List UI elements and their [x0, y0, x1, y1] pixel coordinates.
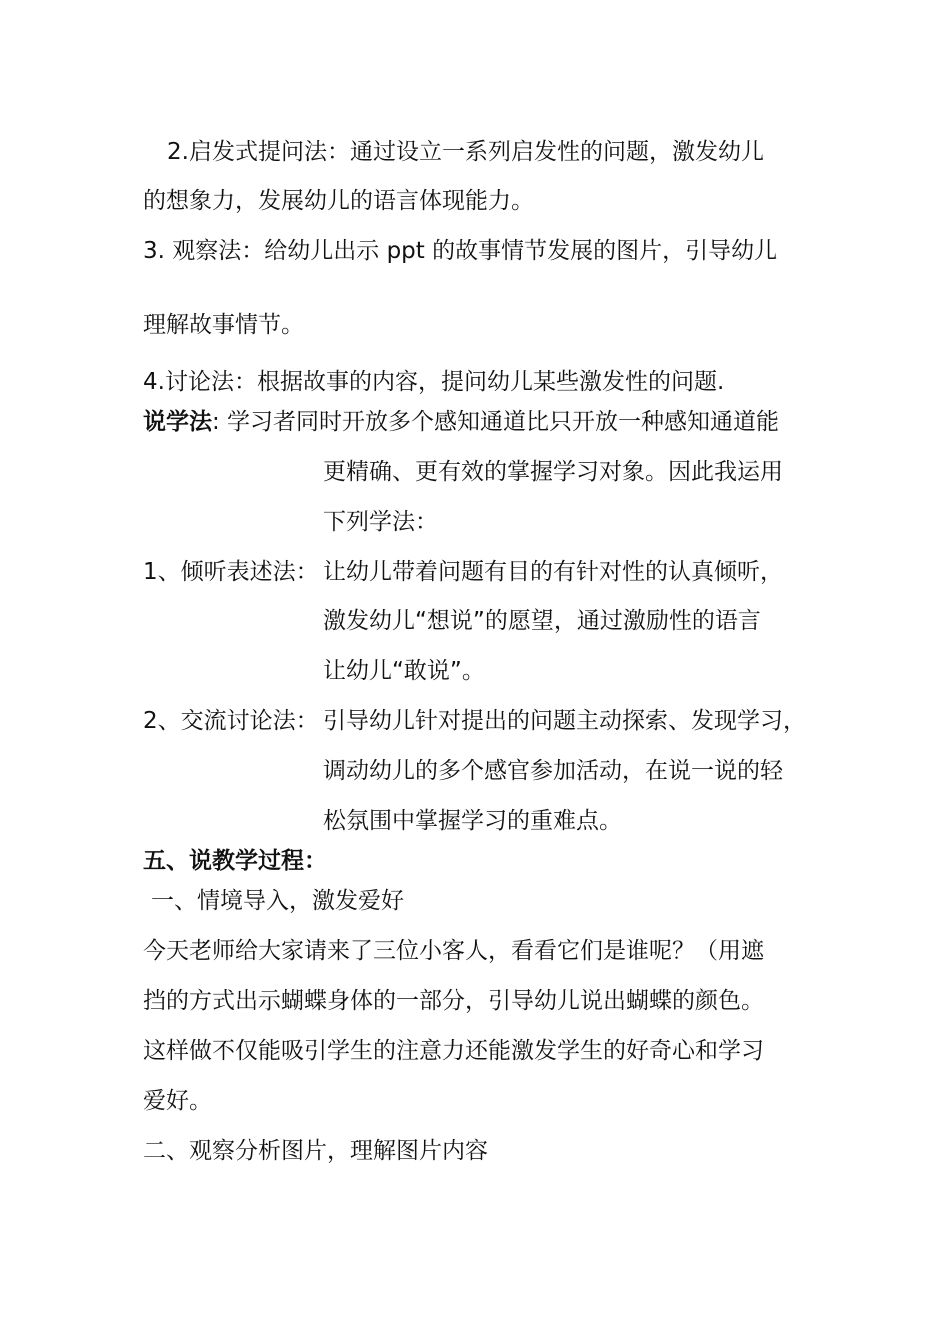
method-4: 4.讨论法：根据故事的内容，提问幼儿某些激发性的问题. [143, 369, 725, 395]
item-2-line-1: 引导幼儿针对提出的问题主动探索、发现学习， [323, 708, 806, 734]
learning-methods-line-3: 下列学法： [323, 509, 438, 535]
item-1-line-1: 让幼儿带着问题有目的有针对性的认真倾听， [323, 559, 783, 585]
method-3-line-2: 理解故事情节。 [143, 312, 304, 338]
item-2-line-2: 调动幼儿的多个感官参加活动，在说一说的轻 [323, 758, 783, 784]
method-2-line-1: 2.启发式提问法：通过设立一系列启发性的问题，激发幼儿 [167, 139, 764, 165]
step-1-paragraph-line-3: 这样做不仅能吸引学生的注意力还能激发学生的好奇心和学习 [143, 1038, 764, 1064]
step-1-paragraph-line-2: 挡的方式出示蝴蝶身体的一部分，引导幼儿说出蝴蝶的颜色。 [143, 988, 764, 1014]
step-1-heading: 一、情境导入，激发爱好 [151, 888, 404, 914]
item-1-label: 1、倾听表述法： [143, 559, 319, 585]
method-3-line-1: 3. 观察法：给幼儿出示 ppt 的故事情节发展的图片，引导幼儿 [143, 238, 778, 264]
step-1-paragraph-line-1: 今天老师给大家请来了三位小客人，看看它们是谁呢？（用遮 [143, 938, 764, 964]
item-2-label: 2、交流讨论法： [143, 708, 319, 734]
learning-methods-heading: 说学法 [143, 409, 212, 435]
section-5-heading: 五、说教学过程： [143, 848, 327, 874]
item-1-line-3: 让幼儿“敢说”。 [323, 658, 485, 684]
item-2-line-3: 松氛围中掌握学习的重难点。 [323, 808, 622, 834]
step-1-paragraph-line-4: 爱好。 [143, 1088, 212, 1114]
step-2-heading: 二、观察分析图片，理解图片内容 [143, 1138, 488, 1164]
learning-methods-line-1 [143, 407, 779, 437]
learning-methods-text: : 学习者同时开放多个感知通道比只开放一种感知通道能 [212, 409, 780, 435]
method-2-line-2: 的想象力，发展幼儿的语言体现能力。 [143, 188, 534, 214]
item-1-line-2: 激发幼儿“想说”的愿望，通过激励性的语言 [323, 608, 761, 634]
learning-methods-line-2: 更精确、更有效的掌握学习对象。因此我运用 [323, 459, 783, 485]
